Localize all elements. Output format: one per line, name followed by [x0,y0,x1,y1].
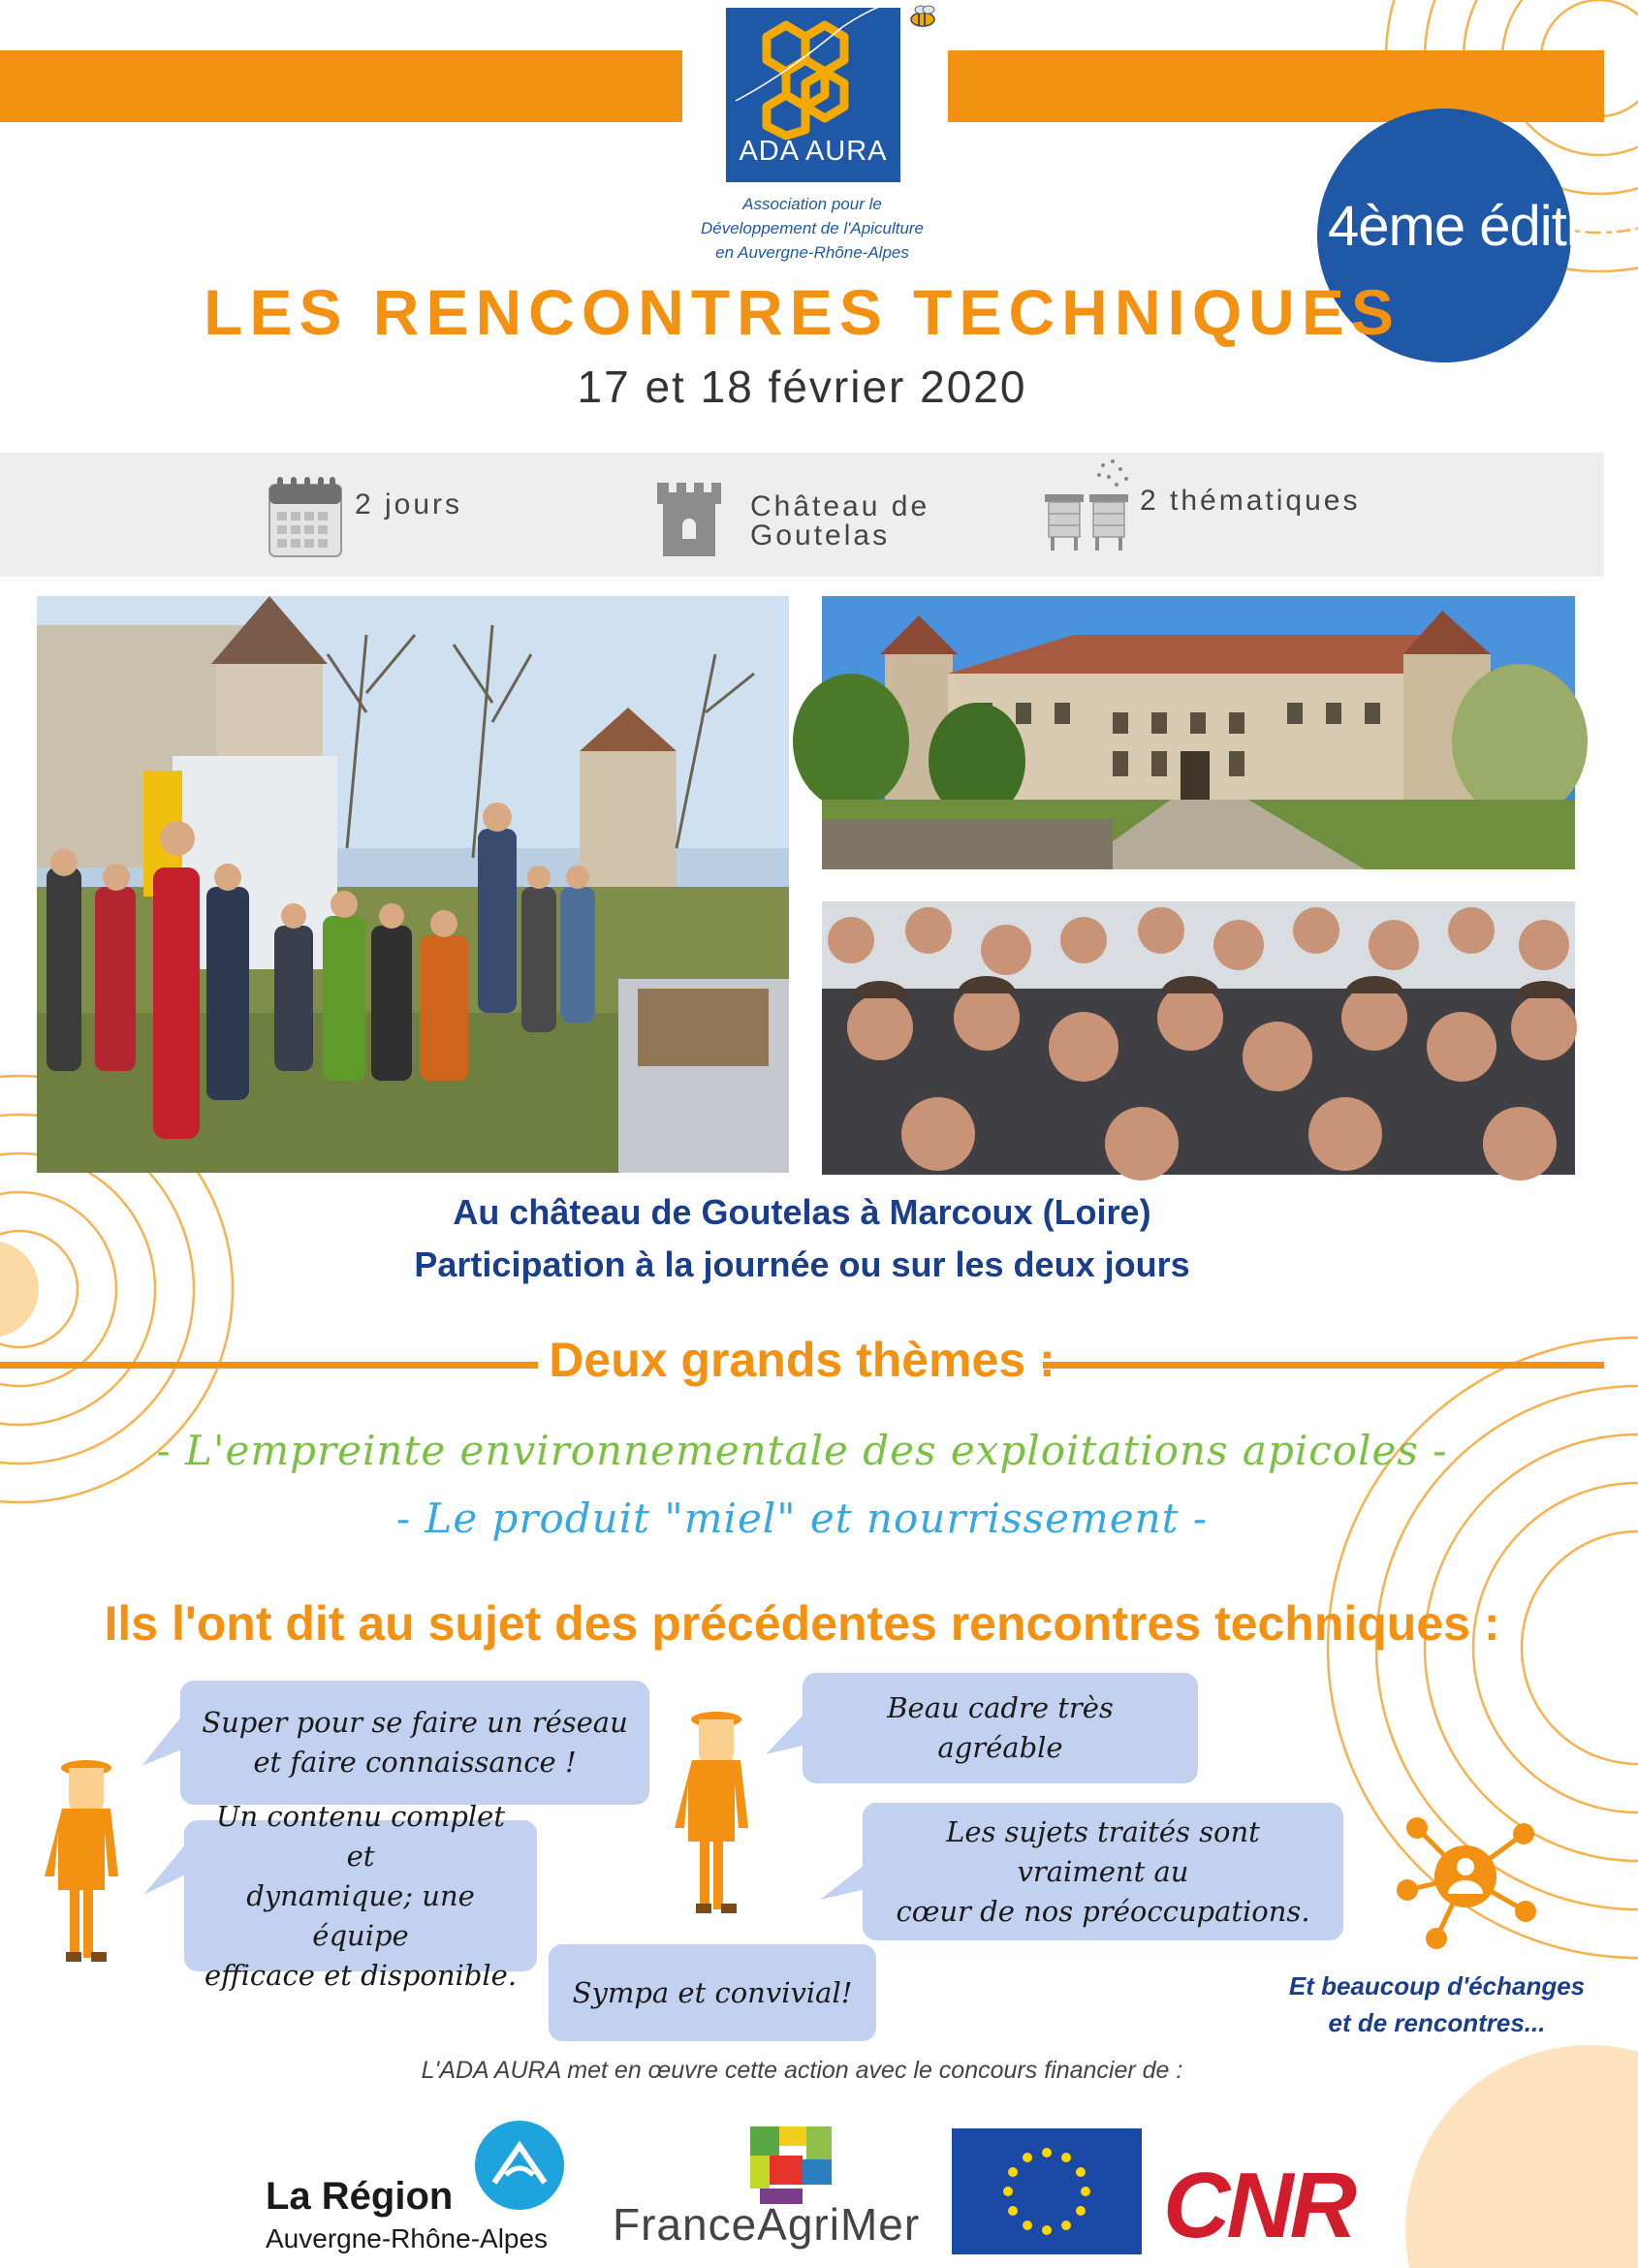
quote-line: cœur de nos préoccupations. [896,1894,1310,1928]
exchanges-line: et de rencontres... [1328,2008,1546,2037]
location-line-2: Participation à la journée ou sur les deux jours [414,1244,1190,1284]
franceagrimer-logo-name: FranceAgriMer [613,2199,921,2250]
theme-honey: - Le produit "miel" et nourrissement - [395,1495,1209,1542]
region-logo-name: La Région [266,2175,454,2218]
logo-name: ADA AURA [739,136,888,167]
logo-subtitle-line: Développement de l'Apiculture [700,219,925,237]
theme-environment: - L'empreinte environnementale des exploitations apicoles - [156,1427,1448,1474]
event-date: 17 et 18 février 2020 [577,362,1027,412]
page-title: LES RENCONTRES TECHNIQUES [204,276,1401,348]
logo-subtitle-line: Association pour le [742,195,882,213]
quote-bubble [803,1673,1198,1783]
logo-subtitle-line: en Auvergne-Rhône-Alpes [715,243,909,262]
quote-line: et faire connaissance ! [253,1746,577,1779]
themes-heading: Deux grands thèmes : [549,1333,1055,1387]
franceagrimer-logo-icon [750,2126,832,2204]
quote-bubble [184,1799,537,1992]
eu-flag-icon [952,2128,1142,2254]
quote-bubble [180,1681,649,1805]
network-people-icon [1390,1811,1543,1956]
topics-label: 2 thématiques [1140,485,1361,517]
quote-line: dynamique; une équipe [246,1878,475,1952]
quote-line: efficace et disponible. [204,1958,518,1992]
testimonials-heading: Ils l'ont dit au sujet des précédentes rencontres techniques : [104,1596,1500,1651]
cnr-logo-icon [1159,2154,1479,2257]
venue-label-line: Château de [750,490,930,522]
quote-line: Sympa et convivial! [572,1975,853,2009]
region-logo-icon [473,2119,566,2212]
funding-text: L'ADA AURA met en œuvre cette action avec le concours financier de : [421,2057,1183,2084]
quote-bubble [549,1944,876,2041]
quote-line: Beau cadre très agréable [887,1691,1114,1764]
days-label: 2 jours [355,488,463,520]
location-line-1: Au château de Goutelas à Marcoux (Loire) [453,1192,1151,1232]
cnr-logo-text: CNR [1163,2154,1353,2257]
quote-bubble [863,1803,1343,1940]
venue-label-line: Goutelas [750,520,891,551]
quote-line: Les sujets traités sont vraiment au [946,1814,1260,1888]
region-logo-subtitle: Auvergne-Rhône-Alpes [266,2223,549,2253]
exchanges-note [1270,1968,1604,2041]
edition-label: 4ème édition [1328,195,1638,258]
exchanges-line: Et beaucoup d'échanges [1288,1971,1586,2000]
quote-line: Super pour se faire un réseau [202,1706,628,1739]
quote-line: Un contenu complet et [216,1799,505,1873]
